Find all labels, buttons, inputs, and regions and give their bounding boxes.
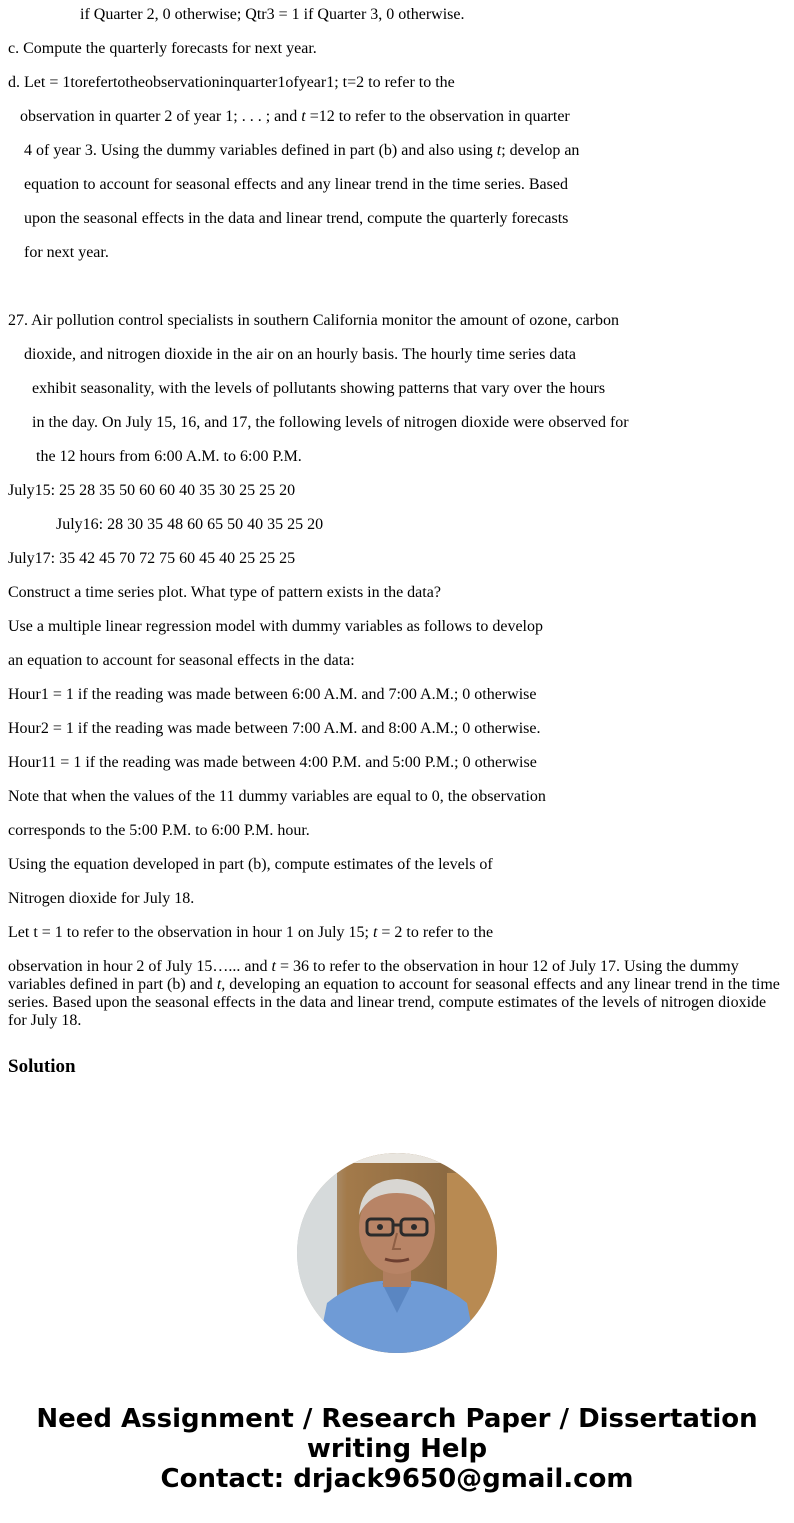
data-july16: July16: 28 30 35 48 60 65 50 40 35 25 20 — [56, 516, 324, 533]
solution-heading: Solution — [8, 1056, 76, 1077]
line-note-2: corresponds to the 5:00 P.M. to 6:00 P.M. hour. — [8, 822, 310, 839]
line-hour1: Hour1 = 1 if the reading was made between 6:00 A.M. and 7:00 A.M.; 0 otherwise — [8, 686, 537, 703]
data-july17: July17: 35 42 45 70 72 75 60 45 40 25 25 25 — [8, 550, 296, 567]
line-part-d-4: equation to account for seasonal effects and any linear trend in the time series. Based — [24, 176, 568, 193]
line-part-d-3: 4 of year 3. Using the dummy variables defined in part (b) and also using t; develop an — [24, 142, 580, 159]
line-part-c: c. Compute the quarterly forecasts for next year. — [8, 40, 317, 57]
line-problem-27-3: exhibit seasonality, with the levels of pollutants showing patterns that vary over the hours — [32, 380, 606, 397]
line-part-d-5: upon the seasonal effects in the data and linear trend, compute the quarterly forecasts — [24, 210, 569, 227]
line-note: Note that when the values of the 11 dummy variables are equal to 0, the observation — [8, 788, 546, 805]
line-part-b: Use a multiple linear regression model with dummy variables as follows to develop — [8, 618, 543, 635]
line-part-c-27: Using the equation developed in part (b), compute estimates of the levels of — [8, 856, 493, 873]
line-part-a: Construct a time series plot. What type of pattern exists in the data? — [8, 584, 441, 601]
promo-banner — [0, 1404, 794, 1494]
line-problem-27-2: dioxide, and nitrogen dioxide in the air on an hourly basis. The hourly time series data — [24, 346, 577, 363]
line-part-d-6: for next year. — [24, 244, 109, 261]
line-part-d-2: observation in quarter 2 of year 1; . . . ; and t =12 to refer to the observation in quarter — [20, 108, 570, 125]
line-problem-27-4: in the day. On July 15, 16, and 17, the following levels of nitrogen dioxide were observed for — [32, 414, 629, 431]
line-problem-27: 27. Air pollution control specialists in southern California monitor the amount of ozone, carbon — [8, 312, 619, 329]
line-part-d-27: Let t = 1 to refer to the observation in hour 1 on July 15; t = 2 to refer to the — [8, 924, 494, 941]
line-part-b-2: an equation to account for seasonal effects in the data: — [8, 652, 355, 669]
line-qtr-dummies: if Quarter 2, 0 otherwise; Qtr3 = 1 if Quarter 3, 0 otherwise. — [80, 6, 465, 23]
line-problem-27-5: the 12 hours from 6:00 A.M. to 6:00 P.M. — [36, 448, 302, 465]
data-july15: July15: 25 28 35 50 60 60 40 35 30 25 25 20 — [8, 482, 296, 499]
line-hour11: Hour11 = 1 if the reading was made between 4:00 P.M. and 5:00 P.M.; 0 otherwise — [8, 754, 537, 771]
promo-line-2: writing Help — [306, 1434, 488, 1464]
line-hour2: Hour2 = 1 if the reading was made between 7:00 A.M. and 8:00 A.M.; 0 otherwise. — [8, 720, 541, 737]
paragraph-part-d-27: observation in hour 2 of July 15…... and t = 36 to refer to the observation in hour 12 of July 17. Using the dummy variables defined in part (b) and t, developing an equation to account for seasonal effects and any linear trend in the time series. Based upon the seasonal effects in the data and linear trend, compute estimates of the levels of nitrogen dioxide for July 18. — [8, 958, 780, 1029]
promo-contact: Contact: drjack9650@gmail.com — [160, 1464, 634, 1494]
person-photo-icon — [297, 1153, 497, 1353]
line-part-d: d. Let = 1torefertotheobservationinquarter1ofyear1; t=2 to refer to the — [8, 74, 455, 91]
line-part-c-27-2: Nitrogen dioxide for July 18. — [8, 890, 195, 907]
promo-line-1: Need Assignment / Research Paper / Dissertation — [36, 1404, 758, 1434]
avatar — [297, 1153, 497, 1353]
